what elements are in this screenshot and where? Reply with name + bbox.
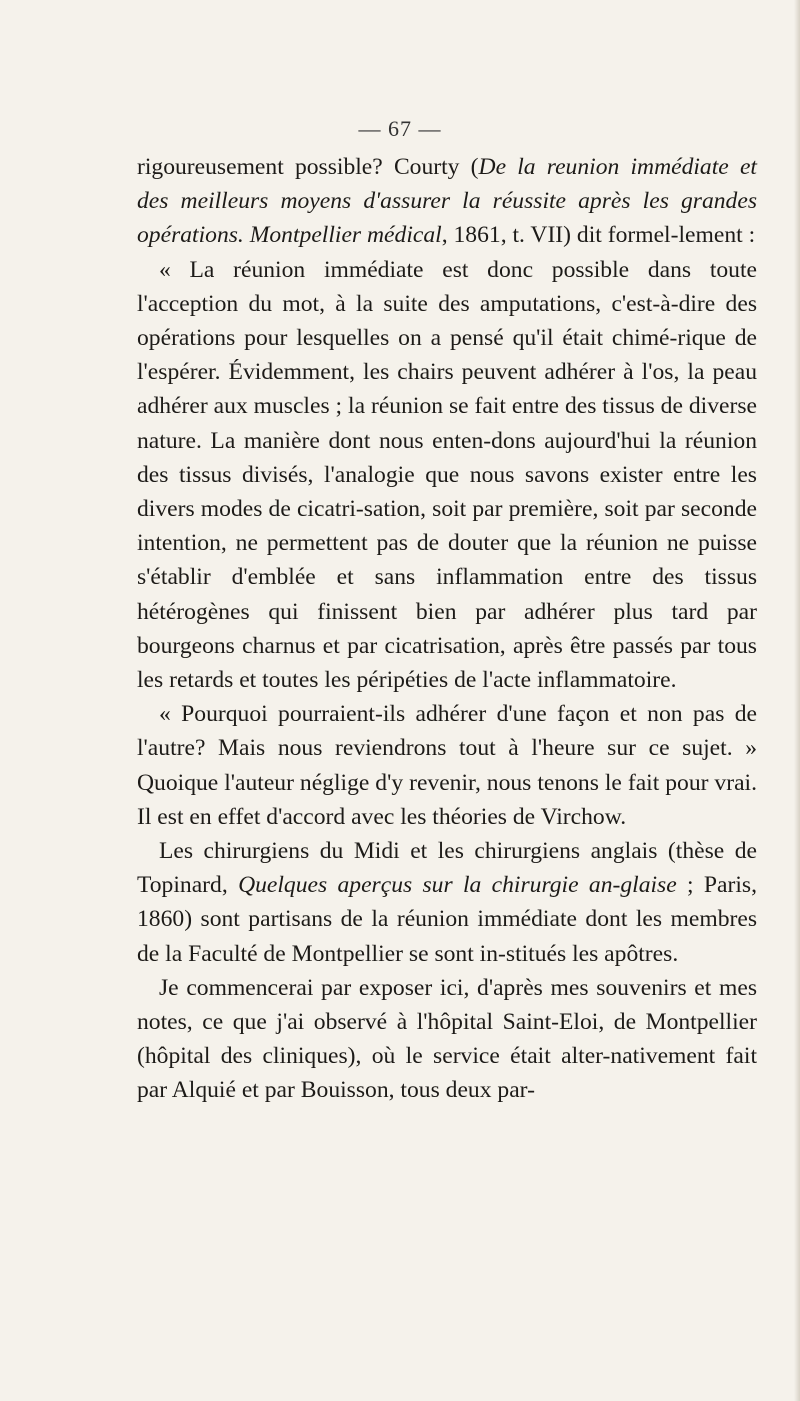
p4-text-a: Les chirurgiens du Midi et les chirurgiens anglais (thèse de Topinard, bbox=[137, 838, 757, 899]
p1-text-b: , 1861, t. VII) dit formel-lement : bbox=[441, 222, 756, 249]
p4-citation: Quelques aperçus sur la chirurgie an-glaise bbox=[238, 872, 677, 899]
page-number: — 67 — bbox=[358, 116, 442, 141]
paragraph-4 bbox=[137, 834, 757, 971]
page-edge bbox=[794, 0, 800, 1401]
paragraph-3: « Pourquoi pourraient-ils adhérer d'une façon et non pas de l'autre? Mais nous reviendrons tout à l'heure sur ce sujet. » Quoique l'auteur néglige d'y revenir, nous tenons le fait pour vrai. Il est en effet d'accord avec les théories de Virchow. bbox=[137, 701, 757, 830]
paragraph-1 bbox=[137, 150, 757, 253]
paragraph-5: Je commencerai par exposer ici, d'après mes souvenirs et mes notes, ce que j'ai observé à l'hôpital Saint-Eloi, de Montpellier (hôpital des cliniques), où le service était alter-nativement fait par Alquié et par Bouisson, tous deux par- bbox=[137, 974, 757, 1104]
p1-text-a: rigoureusement possible? Courty ( bbox=[137, 154, 479, 180]
p4-text-b: ; Paris, 1860) sont partisans de la réunion immédiate dont les membres de la Faculté de Montpellier se sont in-stitués les apôtres. bbox=[137, 872, 757, 967]
paragraph-2: « La réunion immédiate est donc possible dans toute l'acception du mot, à la suite des amputations, c'est-à-dire des opérations pour lesquelles on a pensé qu'il était chimé-rique de l'espérer. Évidemment, les chairs peuvent adhérer à l'os, la peau adhérer aux muscles ; la réunion se fait entre des tissus de diverse nature. La manière dont nous enten-dons aujourd'hui la réunion des tissus divisés, l'analogie que nous savons exister entre les divers modes de cicatri-sation, soit par première, soit par seconde intention, ne permettent pas de douter que la réunion ne puisse s'établir d'emblée et sans inflammation entre des tissus hétérogènes qui finissent bien par adhérer plus tard par bourgeons charnus et par cicatrisation, après être passés par tous les retards et toutes les péripéties de l'acte inflammatoire. bbox=[137, 256, 757, 694]
p1-citation: De la reunion immédiate et des meilleurs moyens d'assurer la réussite après les grandes opérations. Montpellier médical bbox=[137, 154, 757, 249]
body-text bbox=[137, 150, 757, 1108]
